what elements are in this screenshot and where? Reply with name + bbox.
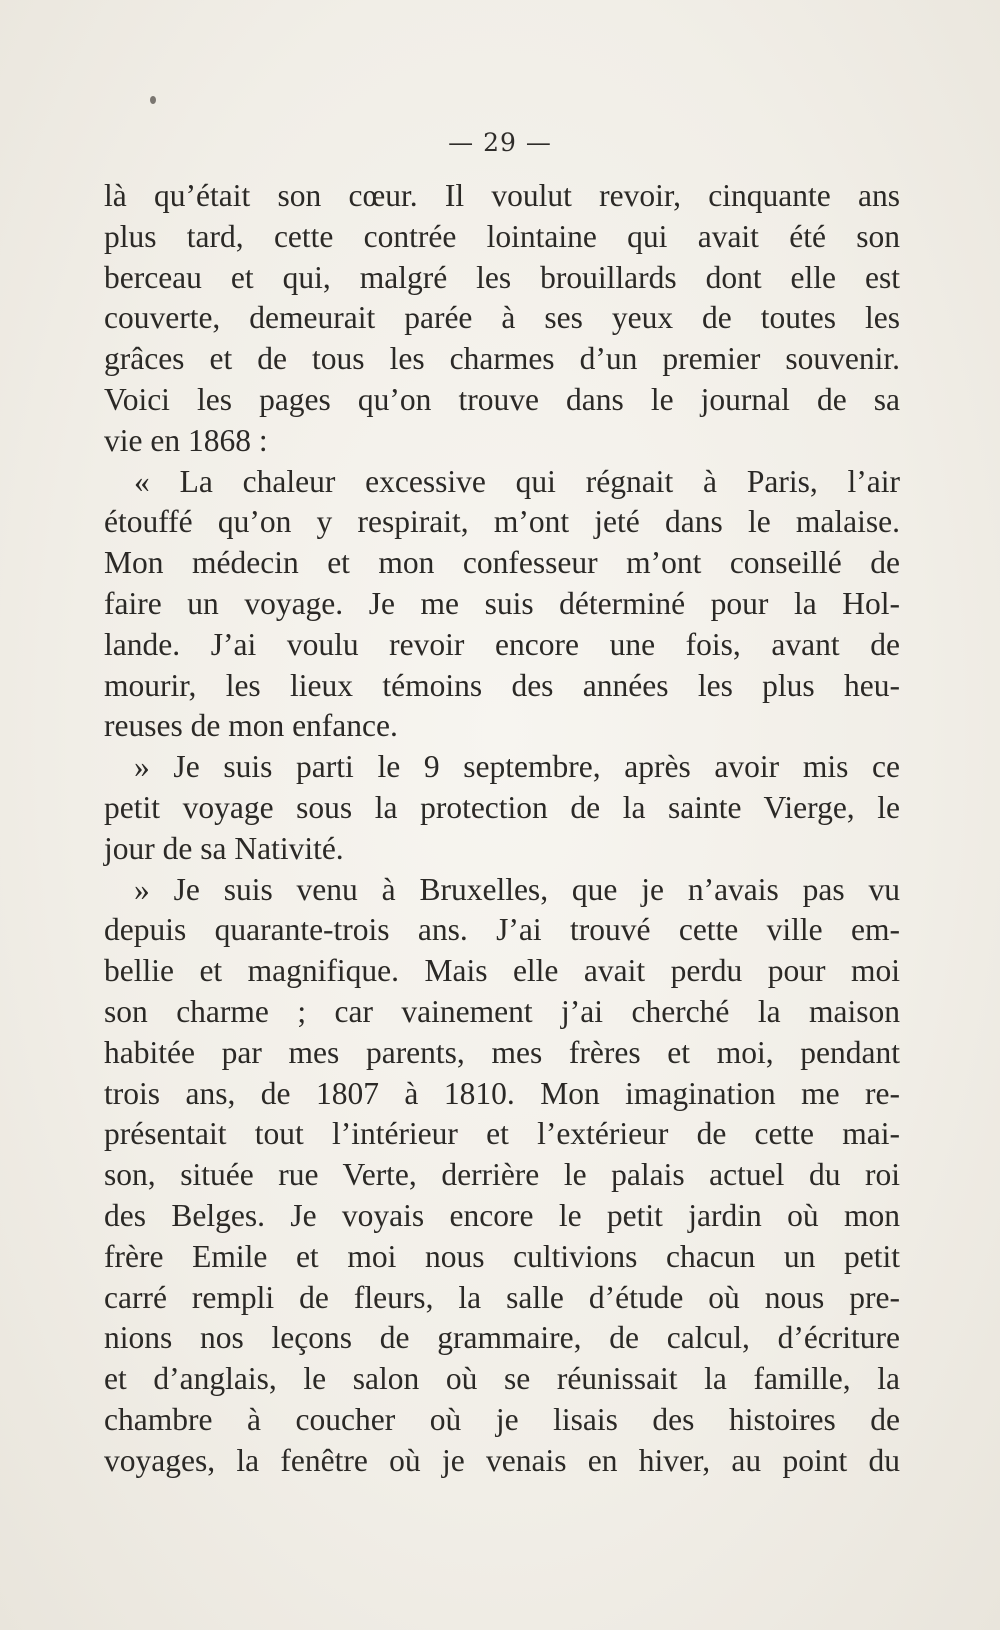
- text-line: voyages, la fenêtre où je venais en hiver, au point du: [104, 1442, 900, 1478]
- text-line: faire un voyage. Je me suis déterminé pour la Hol-: [104, 585, 900, 621]
- text-line: mourir, les lieux témoins des années les plus heu-: [104, 667, 900, 703]
- text-line: des Belges. Je voyais encore le petit jardin où mon: [104, 1197, 900, 1233]
- text-line: nions nos leçons de grammaire, de calcul, d’écriture: [104, 1320, 900, 1356]
- text-line: » Je suis venu à Bruxelles, que je n’avais pas vu: [134, 871, 900, 907]
- page-number: — 29 —: [448, 128, 552, 157]
- text-line: frère Emile et moi nous cultivions chacun un petit: [104, 1238, 900, 1274]
- text-line: et d’anglais, le salon où se réunissait la famille, la: [104, 1361, 900, 1397]
- text-line: petit voyage sous la protection de la sainte Vierge, le: [104, 789, 900, 825]
- text-line: carré rempli de fleurs, la salle d’étude où nous pre-: [104, 1279, 900, 1315]
- text-line: berceau et qui, malgré les brouillards dont elle est: [104, 259, 900, 295]
- text-line: Mon médecin et mon confesseur m’ont conseillé de: [104, 545, 900, 581]
- text-line: reuses de mon enfance.: [104, 708, 398, 744]
- text-line: trois ans, de 1807 à 1810. Mon imagination me re-: [104, 1075, 900, 1111]
- text-line: présentait tout l’intérieur et l’extérieur de cette mai-: [104, 1116, 900, 1152]
- text-line: jour de sa Nativité.: [104, 830, 344, 866]
- text-line: grâces et de tous les charmes d’un premier souvenir.: [104, 341, 900, 377]
- text-line: « La chaleur excessive qui régnait à Paris, l’air: [134, 463, 900, 499]
- text-line: couverte, demeurait parée à ses yeux de toutes les: [104, 300, 900, 336]
- text-line: habitée par mes parents, mes frères et moi, pendant: [104, 1034, 900, 1070]
- text-line: son, située rue Verte, derrière le palais actuel du roi: [104, 1157, 900, 1193]
- text-line: » Je suis parti le 9 septembre, après avoir mis ce: [134, 749, 900, 785]
- text-line: chambre à coucher où je lisais des histoires de: [104, 1401, 900, 1437]
- ink-speck: [150, 96, 156, 104]
- text-line: là qu’était son cœur. Il voulut revoir, cinquante ans: [104, 178, 900, 213]
- text-line: vie en 1868 :: [104, 422, 268, 458]
- text-line: bellie et magnifique. Mais elle avait perdu pour moi: [104, 953, 900, 989]
- body-text: [104, 176, 900, 1482]
- text-line: étouffé qu’on y respirait, m’ont jeté dans le malaise.: [104, 504, 900, 540]
- text-line: son charme ; car vainement j’ai cherché la maison: [104, 993, 900, 1029]
- text-line: Voici les pages qu’on trouve dans le journal de sa: [104, 381, 900, 417]
- text-line: lande. J’ai voulu revoir encore une fois, avant de: [104, 626, 900, 662]
- text-line: plus tard, cette contrée lointaine qui avait été son: [104, 218, 900, 254]
- text-line: depuis quarante-trois ans. J’ai trouvé cette ville em-: [104, 912, 900, 948]
